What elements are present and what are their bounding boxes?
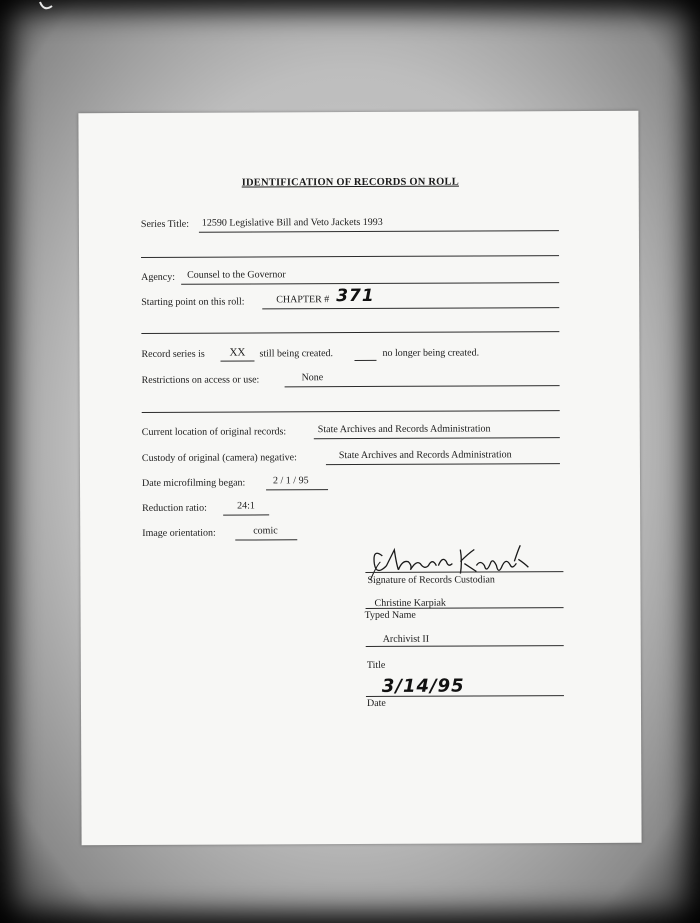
- title-label: Title: [366, 659, 386, 671]
- date-began-line: [266, 489, 328, 490]
- series-title-line-2: [141, 255, 559, 258]
- restrictions-line-2: [142, 410, 560, 413]
- custody-label: Custody of original (camera) negative:: [141, 452, 297, 464]
- starting-point-line-2: [141, 331, 559, 334]
- still-being-created-label: still being created.: [259, 348, 334, 360]
- signature-label: Signature of Records Custodian: [367, 574, 495, 586]
- film-edge-mark: [36, 0, 66, 14]
- image-orientation-line: [235, 539, 297, 540]
- starting-point-line: [262, 307, 559, 309]
- record-series-value: XX: [229, 346, 246, 359]
- current-location-value: State Archives and Records Administration: [317, 423, 491, 436]
- date-value: 3/14/95: [381, 675, 465, 697]
- reduction-ratio-label: Reduction ratio:: [142, 502, 207, 514]
- title-line: [366, 645, 564, 647]
- reduction-ratio-line: [223, 514, 269, 515]
- restrictions-value: None: [301, 372, 324, 384]
- starting-point-value: CHAPTER #: [276, 294, 330, 306]
- agency-line: [181, 282, 559, 285]
- reduction-ratio-value: 24:1: [237, 500, 255, 512]
- no-longer-line: [354, 360, 376, 361]
- form-title: IDENTIFICATION OF RECORDS ON ROLL: [241, 176, 459, 189]
- current-location-line: [314, 437, 560, 439]
- custody-line: [326, 463, 560, 465]
- record-series-label: Record series is: [141, 348, 205, 360]
- image-orientation-label: Image orientation:: [142, 527, 216, 539]
- date-label: Date: [366, 697, 386, 709]
- date-began-value: 2 / 1 / 95: [272, 475, 309, 487]
- image-orientation-value: comic: [253, 525, 278, 537]
- starting-point-label: Starting point on this roll:: [141, 296, 245, 308]
- record-series-line: [220, 360, 254, 361]
- starting-point-handwritten: 371: [336, 285, 375, 307]
- current-location-label: Current location of original records:: [141, 426, 287, 438]
- series-title-line: [199, 230, 559, 233]
- custody-value: State Archives and Records Administration: [338, 449, 512, 462]
- date-began-label: Date microfilming began:: [141, 477, 246, 489]
- records-form: [78, 111, 641, 845]
- typed-name-label: Typed Name: [364, 609, 416, 621]
- title-value: Archivist II: [382, 633, 430, 645]
- typed-name-value: Christine Karpiak: [374, 597, 446, 609]
- restrictions-label: Restrictions on access or use:: [141, 374, 260, 386]
- restrictions-line: [285, 385, 560, 387]
- agency-value: Counsel to the Governor: [187, 269, 286, 281]
- series-title-label: Series Title:: [140, 218, 189, 230]
- agency-label: Agency:: [141, 271, 176, 283]
- series-title-value: 12590 Legislative Bill and Veto Jackets 1993: [201, 216, 383, 229]
- no-longer-being-created-label: no longer being created.: [382, 347, 480, 359]
